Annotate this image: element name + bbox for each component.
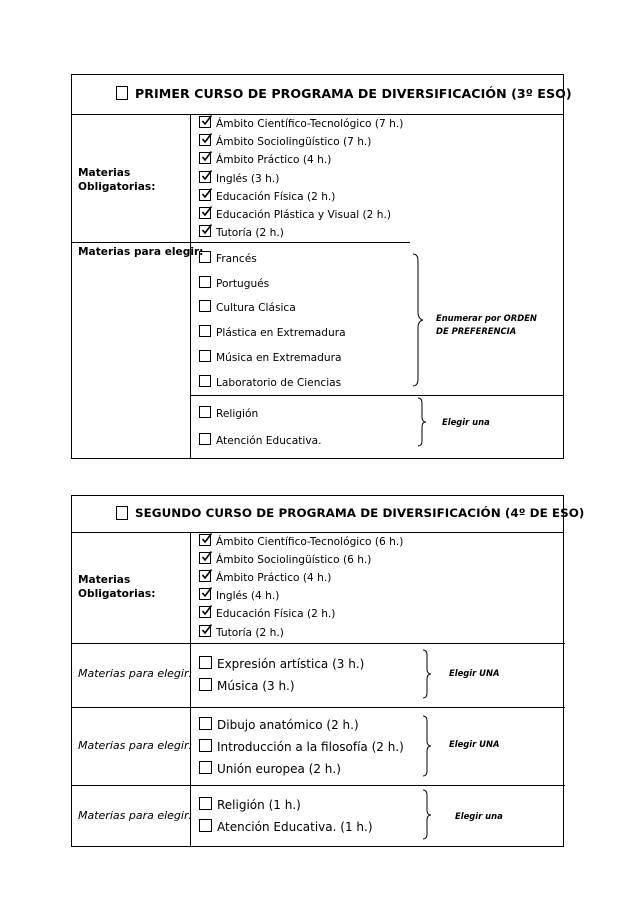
note-elegir-una: Elegir UNA [449,668,500,678]
checked-checkbox[interactable] [199,207,211,219]
note-line: Enumerar por ORDEN [436,313,537,323]
subject-option[interactable] [199,406,258,422]
subject-option[interactable] [199,797,301,813]
subject-option[interactable] [199,433,321,449]
checked-checkbox[interactable] [199,189,211,201]
label-obligatorias: Materias Obligatorias: [78,574,156,600]
form-title: SEGUNDO CURSO DE PROGRAMA DE DIVERSIFICACIÓN (4º DE ESO) [135,506,585,520]
label-elegir: Materias para elegir: [78,667,193,680]
checkbox[interactable] [199,300,211,312]
subject-label: Religión [216,408,259,420]
checked-checkbox[interactable] [199,606,211,618]
subject-label: Inglés (4 h.) [216,590,280,603]
subject-label: Música (3 h.) [217,679,295,693]
right-brace-icon [412,253,424,387]
subject-option[interactable] [199,251,257,267]
checked-checkbox[interactable] [199,552,211,564]
subject-option[interactable] [199,606,335,622]
subject-option[interactable] [199,116,403,132]
checkbox[interactable] [199,251,211,263]
subject-label: Educación Física (2 h.) [216,608,336,621]
subject-label: Tutoría (2 h.) [216,626,284,639]
checkbox[interactable] [199,406,211,418]
row-divider [72,785,565,786]
subject-label: Educación Plástica y Visual (2 h.) [216,209,391,221]
row-divider [190,395,564,396]
right-brace-icon [422,715,432,777]
row-divider [190,242,410,243]
subject-label: Música en Extremadura [216,351,342,364]
label-elegir: Materias para elegir: [78,809,193,822]
checked-checkbox[interactable] [199,570,211,582]
subject-label: Religión (1 h.) [217,798,301,812]
subject-option[interactable] [199,350,341,366]
subject-option[interactable] [199,189,335,205]
right-brace-icon [422,789,432,841]
subject-option[interactable] [199,678,295,694]
subject-option[interactable] [199,134,371,150]
course-checkbox[interactable] [116,506,128,520]
checked-checkbox[interactable] [199,225,211,237]
column-divider [190,533,191,847]
row-divider [72,707,565,708]
subject-option[interactable] [199,534,403,550]
checkbox[interactable] [199,375,211,387]
subject-option[interactable] [199,588,279,604]
subject-label: Atención Educativa. (1 h.) [217,820,373,834]
subject-option[interactable] [199,225,284,241]
row-divider [72,242,190,243]
subject-label: Laboratorio de Ciencias [216,376,342,389]
subject-option[interactable] [199,761,341,777]
checkbox[interactable] [199,656,212,669]
column-divider [190,115,191,459]
subject-label: Ámbito Sociolingüístico (6 h.) [216,554,372,567]
checked-checkbox[interactable] [199,134,211,146]
right-brace-icon [417,397,427,447]
checkbox[interactable] [199,717,212,730]
subject-label: Introducción a la filosofía (2 h.) [217,740,404,754]
subject-label: Expresión artística (3 h.) [217,657,365,671]
subject-option[interactable] [199,276,269,292]
label-elegir: Materias para elegir: [78,246,204,258]
subject-label: Inglés (3 h.) [216,172,280,185]
form-primer-curso [71,74,572,459]
subject-option[interactable] [199,171,279,187]
subject-option[interactable] [199,207,391,223]
subject-option[interactable] [199,152,331,168]
subject-label: Dibujo anatómico (2 h.) [217,718,359,732]
checkbox[interactable] [199,797,212,810]
checked-checkbox[interactable] [199,116,211,128]
subject-option[interactable] [199,819,373,835]
subject-option[interactable] [199,375,341,391]
checkbox[interactable] [199,276,211,288]
right-brace-icon [422,649,432,699]
form-segundo-curso [71,495,585,847]
checked-checkbox[interactable] [199,588,211,600]
checked-checkbox[interactable] [199,152,211,164]
course-checkbox[interactable] [116,86,128,100]
label-elegir: Materias para elegir: [78,739,193,752]
checked-checkbox[interactable] [199,534,211,546]
subject-label: Educación Física (2 h.) [216,190,336,203]
checkbox[interactable] [199,761,212,774]
checkbox[interactable] [199,350,211,362]
checkbox[interactable] [199,739,212,752]
checkbox[interactable] [199,678,212,691]
checkbox[interactable] [199,325,211,337]
row-divider [72,643,565,644]
subject-label: Portugués [216,277,270,290]
subject-label: Ámbito Práctico (4 h.) [216,154,332,167]
subject-label: Plástica en Extremadura [216,327,346,340]
note-elegir-una: Elegir una [455,811,503,821]
checked-checkbox[interactable] [199,625,211,637]
note-elegir-una: Elegir UNA [449,739,500,749]
subject-option[interactable] [199,570,331,586]
subject-option[interactable] [199,300,296,316]
subject-label: Ámbito Sociolingüístico (7 h.) [216,136,372,149]
form-header [72,496,585,533]
note-elegir-una: Elegir una [442,417,490,427]
subject-label: Ámbito Científico-Tecnológico (6 h.) [216,536,404,548]
subject-label: Francés [216,253,257,265]
note-orden-preferencia [436,312,537,338]
subject-label: Ámbito Científico-Tecnológico (7 h.) [216,118,404,130]
checkbox[interactable] [199,819,212,832]
subject-label: Cultura Clásica [216,302,296,315]
note-line: DE PREFERENCIA [436,326,517,336]
subject-label: Unión europea (2 h.) [217,762,341,776]
subject-option[interactable] [199,739,404,755]
subject-option[interactable] [199,325,346,341]
subject-label: Ámbito Práctico (4 h.) [216,572,332,585]
form-title: PRIMER CURSO DE PROGRAMA DE DIVERSIFICACIÓN (3º ESO) [135,86,572,101]
subject-label: Atención Educativa. [216,435,322,447]
subject-label: Tutoría (2 h.) [216,227,284,240]
label-obligatorias: Materias Obligatorias: [78,167,156,193]
subject-option[interactable] [199,552,371,568]
checked-checkbox[interactable] [199,171,211,183]
subject-option[interactable] [199,656,364,672]
checkbox[interactable] [199,433,211,445]
subject-option[interactable] [199,717,359,733]
form-header [72,75,572,115]
subject-option[interactable] [199,625,284,641]
